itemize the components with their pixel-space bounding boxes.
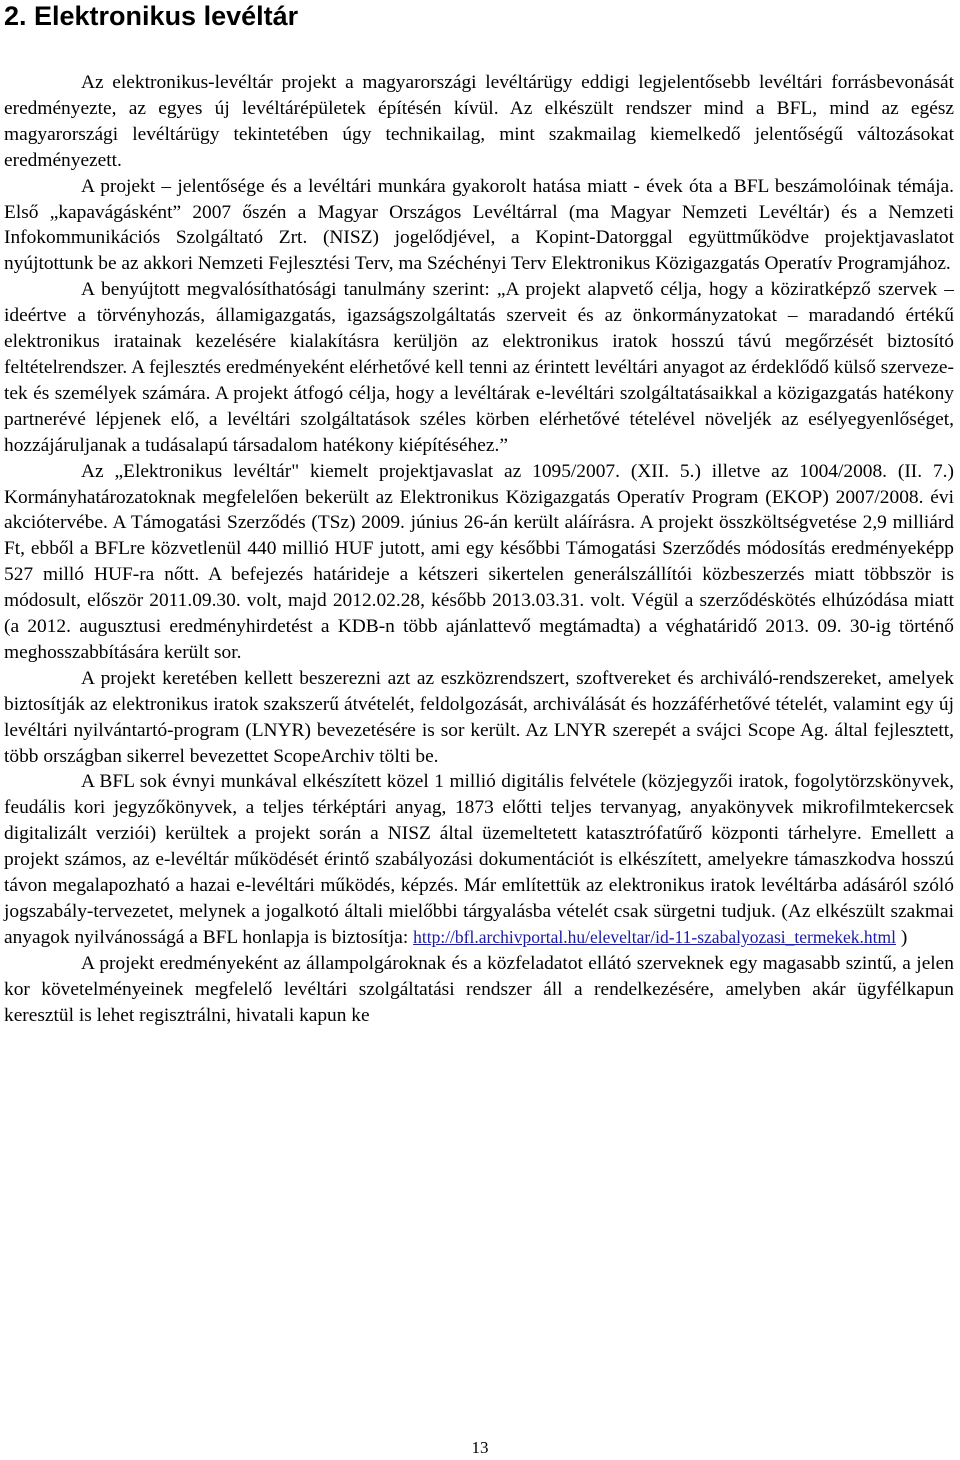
paragraph-procurement: A projekt keretében kellett beszerezni azt az eszközrendszert, szoftvereket és archiváló-rendszereket, amelyek biztosítják az elektronikus iratok szakszerű átvételét, feldolgozását, archiválását és hozzáférhetővé tételét, valamint egy új levéltári nyilvántartó-program (LNYR) bevezetésére is sor került. Az LNYR szerepét a svájci Scope Ag. által fejlesztett, több országban sikerrel bevezettet ScopeArchiv tölti be. [4, 667, 954, 767]
paragraph-digitization [4, 769, 954, 950]
regulation-documents-link[interactable]: http://bfl.archivportal.hu/eleveltar/id-11-szabalyozasi_termekek.html [413, 926, 896, 947]
paragraph-feasibility-study: A benyújtott megvalósíthatósági tanulmány szerint: „A projekt alapvető célja, hogy a köziratképző szervek – ideértve a törvényhozás, államigazgatás, igazságszolgáltatás szerveit és az önkormányzatokat – maradandó értékű elektronikus iratainak kezelésére kialakításra kerüljön az elektronikus iratok hosszú távú megőrzését biztosító feltételrendszer. A fejlesztés eredményeként elérhetővé kell tenni az érintett levéltári anyagot az érdeklődő külső szervezetek és személyek számára. A projekt átfogó célja, hogy a levéltárak e-levéltári szolgáltatásaikkal a közigazgatás hatékony partnerévé lépjenek elő, a levéltári szolgáltatások széles körben elérhetővé tételével növeljék az esélyegyenlőséget, hozzájáruljanak a tudásalapú társadalom hatékony kiépítéséhez.” [4, 279, 954, 456]
paragraph-intro: Az elektronikus-levéltár projekt a magyarországi levéltárügy eddigi legjelentősebb levéltári forrásbevonását eredményezte, az egyes új levéltárépületek építésén kívül. Az elkészült rendszer mind a BFL, mind az egész magyarországi levéltárügy tekintetében úgy technikailag, mint szakmailag kiemelkedő jelentőségű változásokat eredményezett. [4, 72, 954, 171]
paragraph-digitization-text: A BFL sok évnyi munkával elkészített közel 1 millió digitális felvétele (közjegyzői iratok, fogolytörzskönyvek, feudális kori jegyzőkönyvek, a teljes térképtári anyag, 1873 előtti teljes tervanyag, anyakönyvek mikrofilmtekercsek digitalizált verziói) kerültek a projekt során a NISZ által üzemeltetett katasztrófatűrő központi tárhelyre. Emellett a projekt számos, az e-levéltár működését érintő szabályozási dokumentációt is elkészített, amelyekre támaszkodva hosszú távon megalapozható a hazai e-levéltári működés, képzés. Már említettük az elektronikus iratok levéltárba adásáról szóló jogszabály-tervezetet, melynek a jogalkotó általi mielőbbi tárgyalásba vételét csak sürgetni tudjuk. (Az elkészült szakmai anyagok nyilvánosságá a BFL honlapja is biztosítja: [4, 771, 954, 948]
paragraph-government-decision: Az „Elektronikus levéltár" kiemelt projektjavaslat az 1095/2007. (XII. 5.) illetve az 1004/2008. (II. 7.) Kormányhatározatoknak megfelelően bekerült az Elektronikus Közigazgatás Operatív Program (EKOP) 2007/2008. évi akciótervébe. A Támogatási Szerződés (TSz) 2009. június 26-án került aláírásra. A projekt összköltségvetése 2,9 milliárd Ft, ebből a BFLre közvetlenül 440 millió HUF jutott, ami egy későbbi Támogatási Szerződés módosítás eredményeképp 527 milló HUF-ra nőtt. A befejezés határideje a kétszeri sikertelen generálszállítói közbeszerzés miatt többször is módosult, először 2011.09.30. volt, majd 2012.02.28, később 2013.03.31. volt. Végül a szerződéskötés elhúzódása miatt (a 2012. augusztusi eredményhirdetést a KDB-n több ajánlattevő megtámadta) a véghatáridő 2013. 09. 30-ig történő meghosszabbítására került sor. [4, 460, 954, 663]
paragraph-digitization-end: ) [895, 926, 908, 948]
document-page [4, 0, 954, 1029]
paragraph-results: A projekt eredményeként az állampolgároknak és a közfeladatot ellátó szerveknek egy magasabb szintű, a jelen kor követelményeinek megfelelő levéltári szolgáltatási rendszer áll a rendelkezésére, amelyben akár ügyfélkapun keresztül is lehet regisztrálni, hivatali kapun ke [4, 952, 954, 1026]
section-heading: 2. Elektronikus levéltár [4, 1, 299, 31]
page-number: 13 [471, 1438, 489, 1457]
paragraph-project-history: A projekt – jelentősége és a levéltári munkára gyakorolt hatása miatt - évek óta a BFL beszámolóinak témája. Első „kapavágásként” 2007 őszén a Magyar Országos Levéltárral (ma Magyar Nemzeti Levéltár) és a Nemzeti Infokommunikációs Szolgáltató Zrt. (NISZ) jogelődjével, a Kopint-Datorggal együttműködve projektjavaslatot nyújtottunk be az akkori Nemzeti Fejlesztési Terv, ma Széchényi Terv Elektronikus Közigazgatás Operatív Programjához. [4, 175, 954, 275]
